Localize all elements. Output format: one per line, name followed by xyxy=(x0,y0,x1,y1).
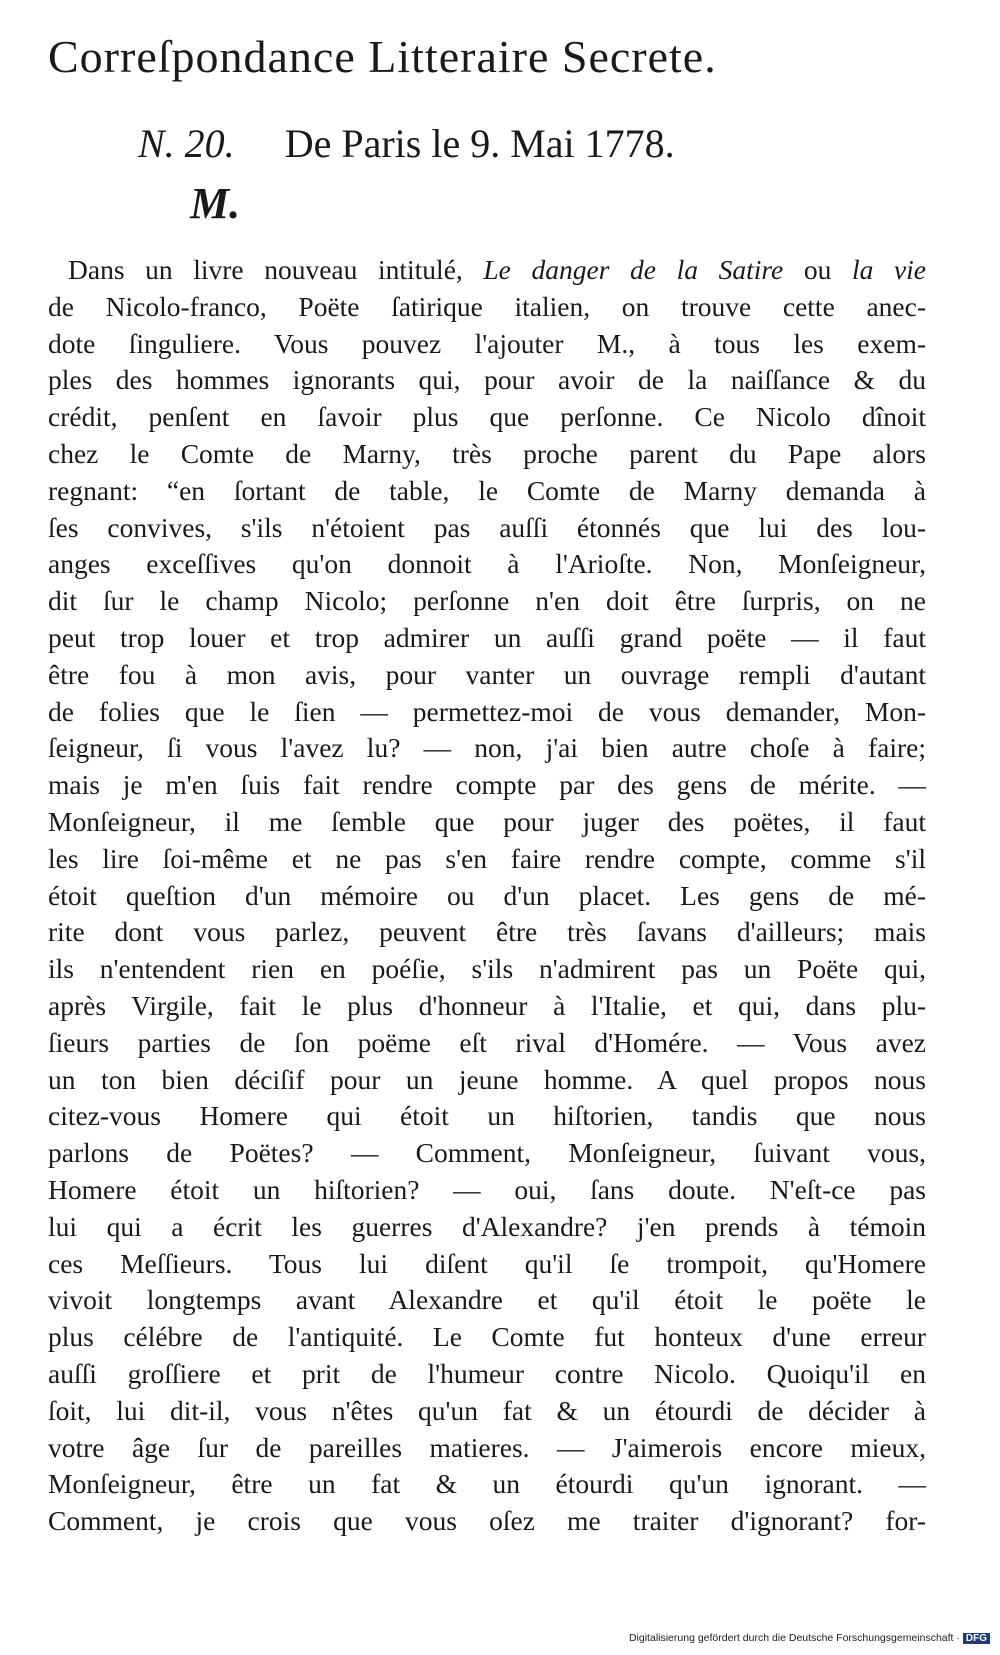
book-title-italic: Le danger de la Satire xyxy=(483,254,784,285)
dfg-logo: DFG xyxy=(963,1633,990,1644)
journal-title: Correſpondance Litteraire Secrete. xyxy=(48,31,717,82)
body-line: ils n'entendent rien en poéſie, s'ils n'admirent pas un Poëte qui, xyxy=(48,953,926,985)
body-line: auſſi groſſiere et prit de l'humeur contre Nicolo. Quoiqu'il en xyxy=(48,1357,926,1389)
issue-line xyxy=(138,120,898,167)
body-line: ſieurs parties de ſon poëme eſt rival d'Homére. — Vous avez xyxy=(48,1026,926,1058)
body-line: vivoit longtemps avant Alexandre et qu'il étoit le poëte le xyxy=(48,1284,926,1316)
body-line-connector: ou xyxy=(783,254,852,285)
digitization-footer xyxy=(610,1632,990,1644)
body-line: être fou à mon avis, pour vanter un ouvrage rempli d'autant xyxy=(48,658,926,690)
letter-body xyxy=(48,252,926,1540)
body-line: dote ſinguliere. Vous pouvez l'ajouter M., à tous les exem- xyxy=(48,327,926,359)
body-line: anges exceſſives qu'on donnoit à l'Arioſte. Non, Monſeigneur, xyxy=(48,548,926,580)
body-line: les lire ſoi-même et ne pas s'en faire rendre compte, comme s'il xyxy=(48,842,926,874)
body-line: peut trop louer et trop admirer un auſſi grand poëte — il faut xyxy=(48,621,926,653)
body-line: un ton bien déciſif pour un jeune homme. A quel propos nous xyxy=(48,1063,926,1095)
body-line: chez le Comte de Marny, très proche parent du Pape alors xyxy=(48,437,926,469)
body-line: mais je m'en ſuis fait rendre compte par des gens de mérite. — xyxy=(48,769,926,801)
body-line: Comment, je crois que vous oſez me traiter d'ignorant? for- xyxy=(48,1505,926,1537)
issue-number: N. 20. xyxy=(138,121,235,166)
footer-text: Digitalisierung gefördert durch die Deutsche Forschungsgemeinschaft · xyxy=(628,1632,960,1644)
body-line: lui qui a écrit les guerres d'Alexandre? j'en prends à témoin xyxy=(48,1210,926,1242)
salutation: M. xyxy=(190,179,241,228)
body-line: étoit queſtion d'un mémoire ou d'un placet. Les gens de mé- xyxy=(48,879,926,911)
body-line: citez-vous Homere qui étoit un hiſtorien, tandis que nous xyxy=(48,1100,926,1132)
body-line: ſeigneur, ſi vous l'avez lu? — non, j'ai bien autre choſe à faire; xyxy=(48,732,926,764)
body-line: regnant: “en ſortant de table, le Comte de Marny demanda à xyxy=(48,474,926,506)
body-line: dit ſur le champ Nicolo; perſonne n'en doit être ſurpris, on ne xyxy=(48,585,926,617)
body-line: ces Meſſieurs. Tous lui diſent qu'il ſe trompoit, qu'Homere xyxy=(48,1247,926,1279)
body-line: Monſeigneur, il me ſemble que pour juger des poëtes, il faut xyxy=(48,805,926,837)
body-line: rite dont vous parlez, peuvent être très ſavans d'ailleurs; mais xyxy=(48,916,926,948)
body-line xyxy=(48,252,926,289)
body-line: plus célébre de l'antiquité. Le Comte fut honteux d'une erreur xyxy=(48,1321,926,1353)
body-line: parlons de Poëtes? — Comment, Monſeigneur, ſuivant vous, xyxy=(48,1137,926,1169)
body-line: votre âge ſur de pareilles matieres. — J'aimerois encore mieux, xyxy=(48,1431,926,1463)
body-line: ples des hommes ignorants qui, pour avoir de la naiſſance & du xyxy=(48,364,926,396)
body-line: après Virgile, fait le plus d'honneur à l'Italie, et qui, dans plu- xyxy=(48,989,926,1021)
issue-date: De Paris le 9. Mai 1778. xyxy=(284,121,675,166)
body-line: crédit, penſent en ſavoir plus que perſonne. Ce Nicolo dînoit xyxy=(48,401,926,433)
body-line: de Nicolo-franco, Poëte ſatirique italien, on trouve cette anec- xyxy=(48,290,926,322)
body-line-text: Dans un livre nouveau intitulé, xyxy=(68,254,484,285)
body-line: Monſeigneur, être un fat & un étourdi qu'un ignorant. — xyxy=(48,1468,926,1500)
book-subtitle-italic: la vie xyxy=(851,254,927,285)
body-line: ſoit, lui dit-il, vous n'êtes qu'un fat & un étourdi de décider à xyxy=(48,1394,926,1426)
body-line: Homere étoit un hiſtorien? — oui, ſans doute. N'eſt-ce pas xyxy=(48,1173,926,1205)
body-line: ſes convives, s'ils n'étoient pas auſſi étonnés que lui des lou- xyxy=(48,511,926,543)
body-line: de folies que le ſien — permettez-moi de vous demander, Mon- xyxy=(48,695,926,727)
